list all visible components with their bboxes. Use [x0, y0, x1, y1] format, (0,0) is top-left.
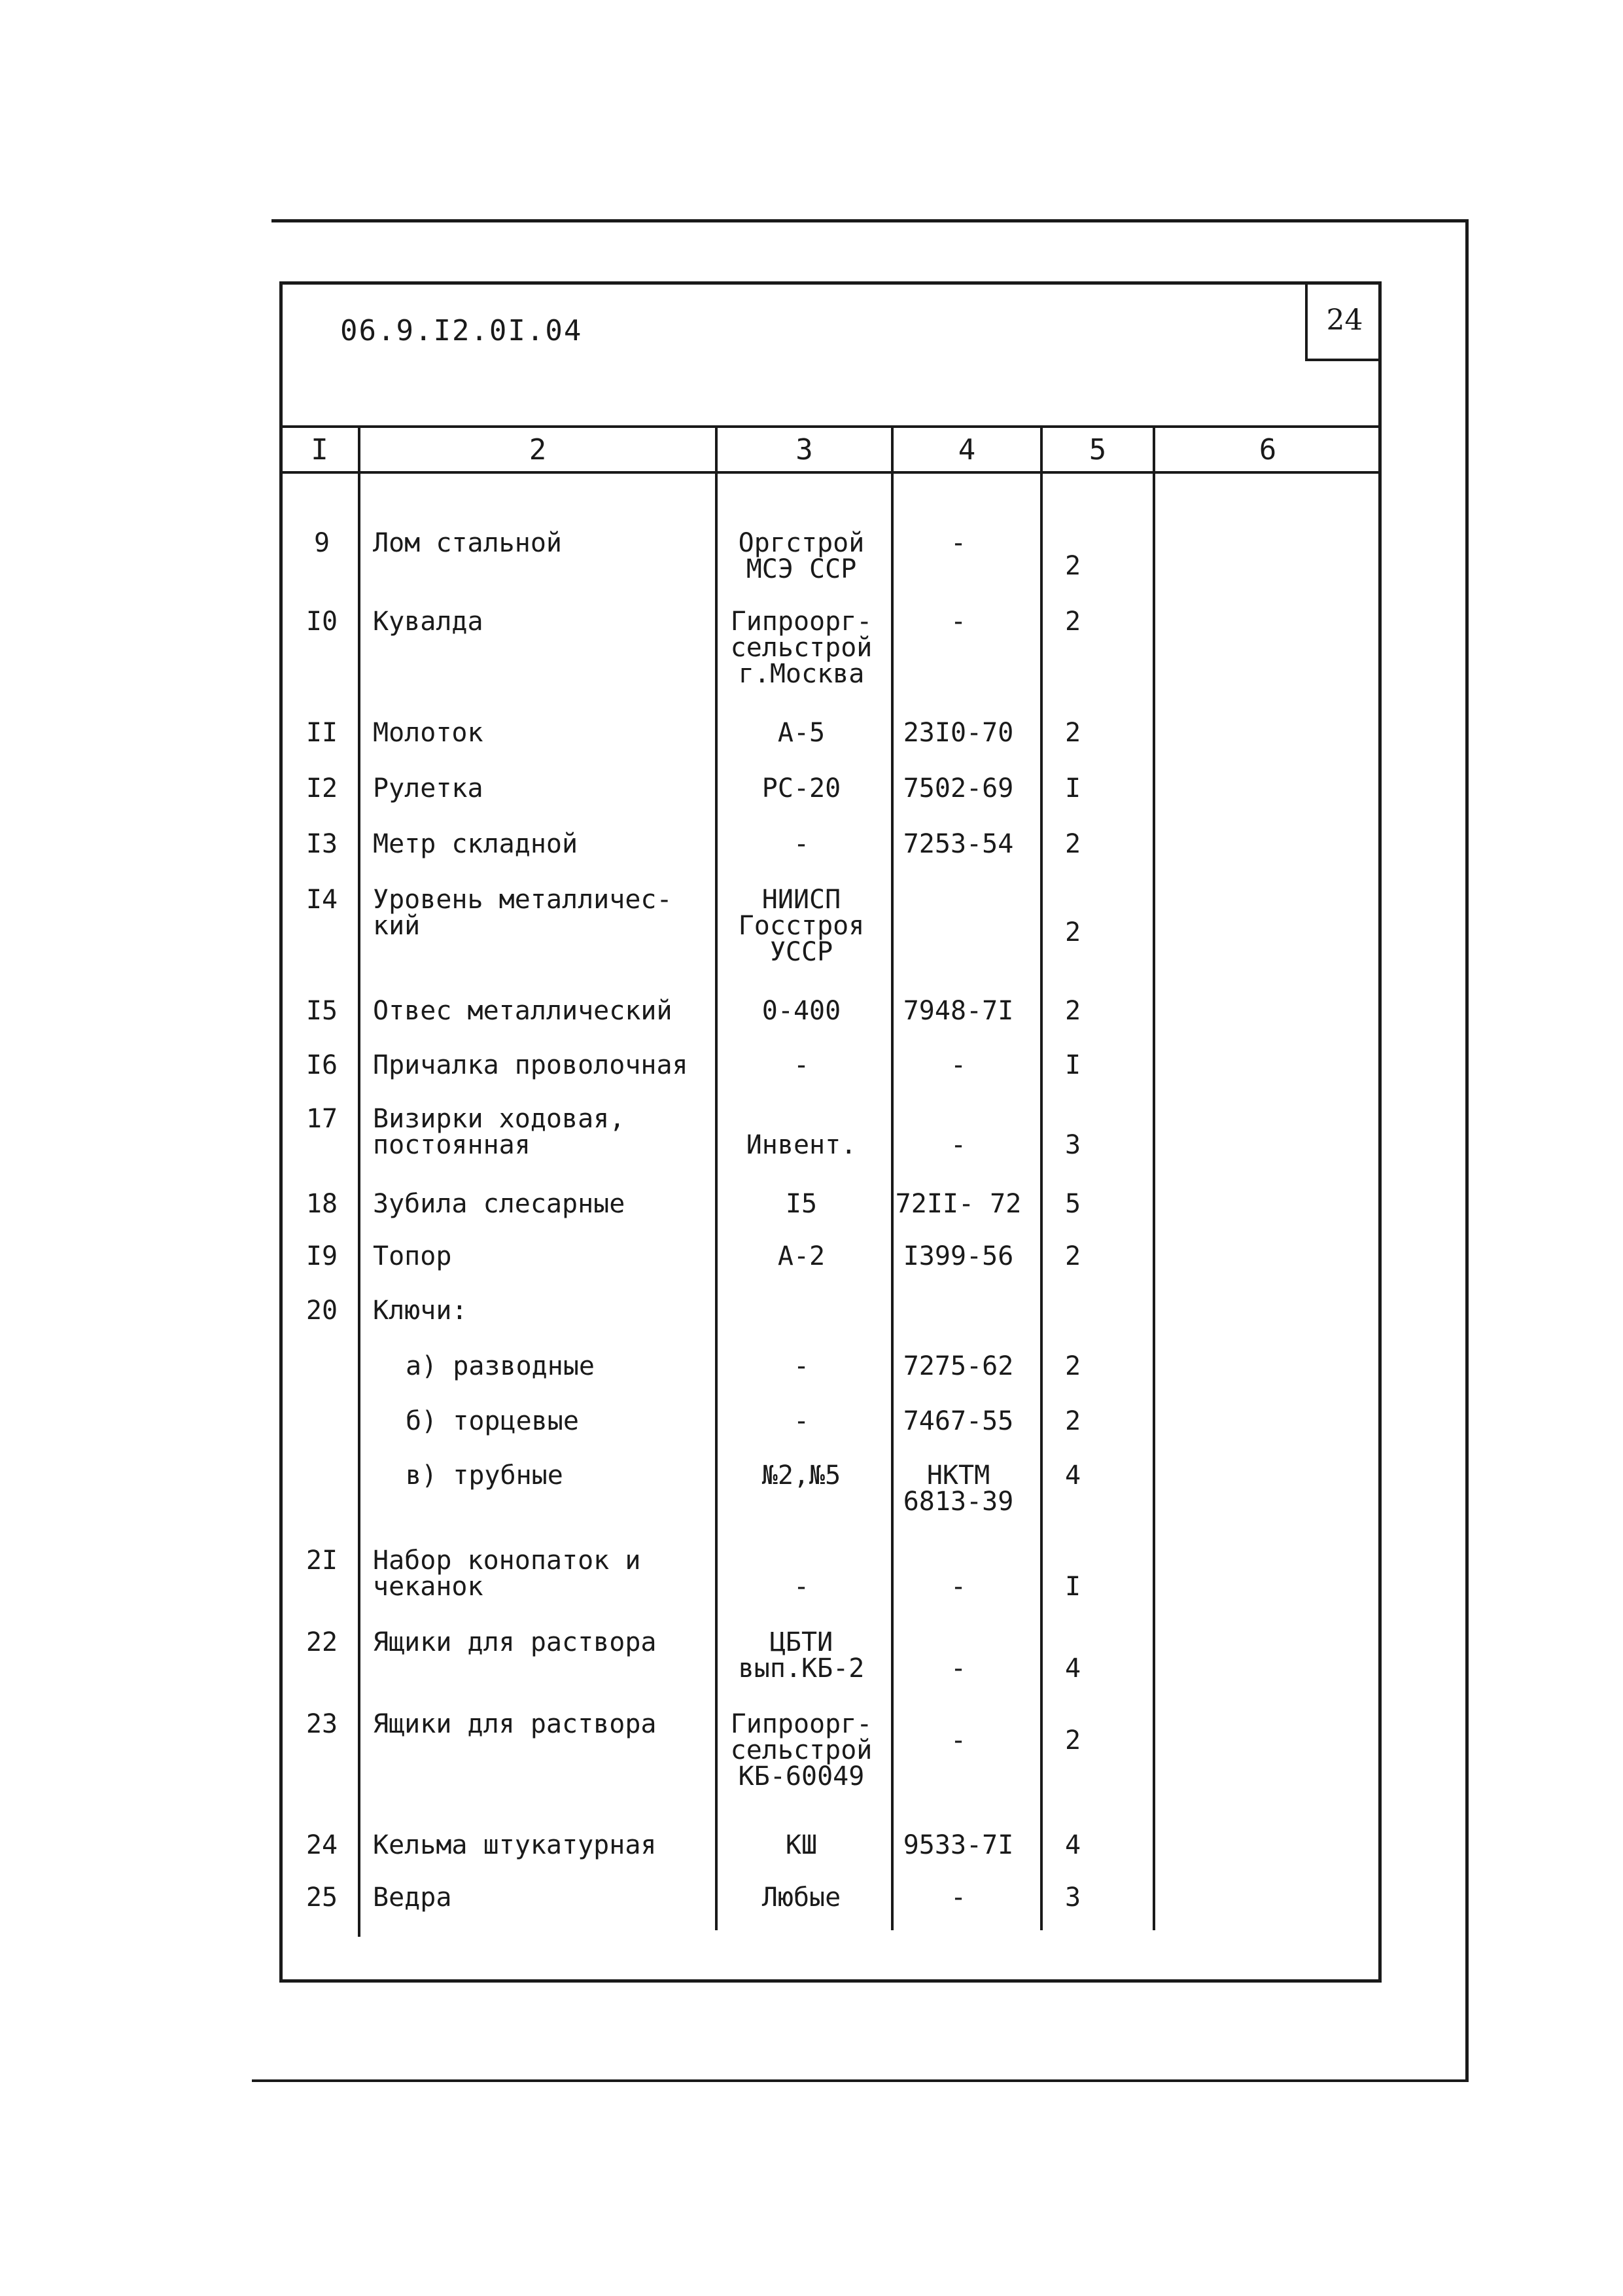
item-name: Метр складной	[373, 829, 578, 859]
item-quantity: 4	[1064, 1653, 1081, 1684]
document-code: 06.9.I2.0I.04	[340, 314, 583, 347]
header-col-4: 4	[958, 433, 976, 467]
header-bottom-rule	[281, 471, 1380, 474]
col-divider	[1153, 425, 1155, 1930]
row-number: II	[305, 718, 338, 748]
item-reference: -	[793, 1406, 810, 1436]
item-reference: Оргстрой МСЭ ССР	[738, 528, 865, 584]
item-standard: -	[950, 1050, 967, 1080]
item-reference: КШ	[785, 1830, 818, 1860]
item-name: Ящики для раствора	[373, 1627, 657, 1657]
item-name: Отвес металлический	[373, 996, 672, 1026]
item-quantity: 2	[1064, 1241, 1081, 1271]
item-standard: -	[950, 528, 967, 558]
item-reference: РС-20	[761, 773, 841, 804]
row-number: I3	[305, 829, 338, 859]
item-reference: А-5	[777, 718, 826, 748]
item-reference: №2,№5	[761, 1460, 841, 1491]
item-quantity: 2	[1064, 1406, 1081, 1436]
item-standard: 7467-55	[903, 1406, 1014, 1436]
row-number: I6	[305, 1050, 338, 1080]
item-quantity: 2	[1064, 996, 1081, 1026]
header-col-6: 6	[1259, 433, 1277, 467]
item-quantity: 2	[1064, 607, 1081, 637]
item-quantity: I	[1064, 773, 1081, 804]
item-standard: -	[950, 1572, 967, 1602]
item-name: Зубила слесарные	[373, 1189, 625, 1219]
item-reference: Гипроорг- сельстрой КБ-60049	[730, 1709, 873, 1792]
header-col-2: 2	[529, 433, 547, 467]
item-name: Ключи:	[373, 1296, 468, 1326]
right-rule	[1465, 219, 1469, 2081]
item-standard: -	[950, 1725, 967, 1756]
header-top-rule	[281, 425, 1380, 428]
item-name: б) торцевые	[406, 1406, 579, 1436]
item-reference: -	[793, 1050, 810, 1080]
page-number: 24	[1305, 281, 1382, 361]
item-quantity: 5	[1064, 1189, 1081, 1219]
item-name: Кувалда	[373, 607, 483, 637]
row-number: 22	[305, 1627, 338, 1657]
header-col-1: I	[311, 433, 328, 467]
item-reference: -	[793, 829, 810, 859]
item-standard: -	[950, 1130, 967, 1160]
item-standard: I399-56	[903, 1241, 1014, 1271]
item-quantity: 4	[1064, 1830, 1081, 1860]
item-reference: ЦБТИ вып.КБ-2	[738, 1627, 865, 1684]
item-name: Лом стальной	[373, 528, 562, 558]
item-standard: -	[950, 1653, 967, 1684]
item-quantity: 2	[1064, 1351, 1081, 1381]
row-number: I5	[305, 996, 338, 1026]
header-col-3: 3	[795, 433, 813, 467]
item-name: Ведра	[373, 1882, 452, 1913]
item-standard: 23I0-70	[903, 718, 1014, 748]
item-reference: НИИСП Госстроя УССР	[738, 885, 865, 967]
item-name: Уровень металличес- кий	[373, 885, 672, 941]
item-standard: 7502-69	[903, 773, 1014, 804]
item-quantity: 3	[1064, 1882, 1081, 1913]
item-name: а) разводные	[406, 1351, 595, 1381]
item-quantity: I	[1064, 1050, 1081, 1080]
item-reference: -	[793, 1351, 810, 1381]
item-name: Причалка проволочная	[373, 1050, 688, 1080]
row-number: 9	[313, 528, 330, 558]
col-divider	[358, 425, 360, 1937]
item-name: Набор конопаток и чеканок	[373, 1545, 641, 1602]
item-quantity: 2	[1064, 551, 1081, 581]
row-number: 2I	[305, 1545, 338, 1576]
item-quantity: 2	[1064, 829, 1081, 859]
item-name: в) трубные	[406, 1460, 563, 1491]
item-name: Кельма штукатурная	[373, 1830, 657, 1860]
row-number: 17	[305, 1104, 338, 1134]
item-name: Визирки ходовая, постоянная	[373, 1104, 625, 1160]
item-name: Топор	[373, 1241, 452, 1271]
header-col-5: 5	[1089, 433, 1107, 467]
item-quantity: 4	[1064, 1460, 1081, 1491]
item-reference: I5	[785, 1189, 818, 1219]
item-reference: Инвент.	[746, 1130, 857, 1160]
item-quantity: 3	[1064, 1130, 1081, 1160]
item-standard: 9533-7I	[903, 1830, 1014, 1860]
item-standard: 72II- 72	[895, 1189, 1022, 1219]
row-number: I9	[305, 1241, 338, 1271]
row-number: I0	[305, 607, 338, 637]
item-name: Молоток	[373, 718, 483, 748]
item-reference: 0-400	[761, 996, 841, 1026]
row-number: I4	[305, 885, 338, 915]
item-reference: А-2	[777, 1241, 826, 1271]
item-quantity: 2	[1064, 1725, 1081, 1756]
item-standard: 7948-7I	[903, 996, 1014, 1026]
row-number: 24	[305, 1830, 338, 1860]
item-name: Ящики для раствора	[373, 1709, 657, 1739]
col-divider	[891, 425, 894, 1930]
item-standard: НКТМ 6813-39	[903, 1460, 1014, 1517]
item-reference: Гипроорг- сельстрой г.Москва	[730, 607, 873, 689]
row-number: 18	[305, 1189, 338, 1219]
row-number: 20	[305, 1296, 338, 1326]
row-number: 23	[305, 1709, 338, 1739]
item-quantity: 2	[1064, 718, 1081, 748]
item-standard: -	[950, 607, 967, 637]
row-number: I2	[305, 773, 338, 804]
item-reference: Любые	[761, 1882, 841, 1913]
item-standard: 7253-54	[903, 829, 1014, 859]
item-standard: -	[950, 1882, 967, 1913]
col-divider	[715, 425, 718, 1930]
bottom-rule	[252, 2079, 1469, 2082]
top-rule	[271, 219, 1469, 222]
item-name: Рулетка	[373, 773, 483, 804]
item-reference: -	[793, 1572, 810, 1602]
item-standard: 7275-62	[903, 1351, 1014, 1381]
item-quantity: I	[1064, 1572, 1081, 1602]
row-number: 25	[305, 1882, 338, 1913]
col-divider	[1040, 425, 1043, 1930]
item-quantity: 2	[1064, 917, 1081, 947]
